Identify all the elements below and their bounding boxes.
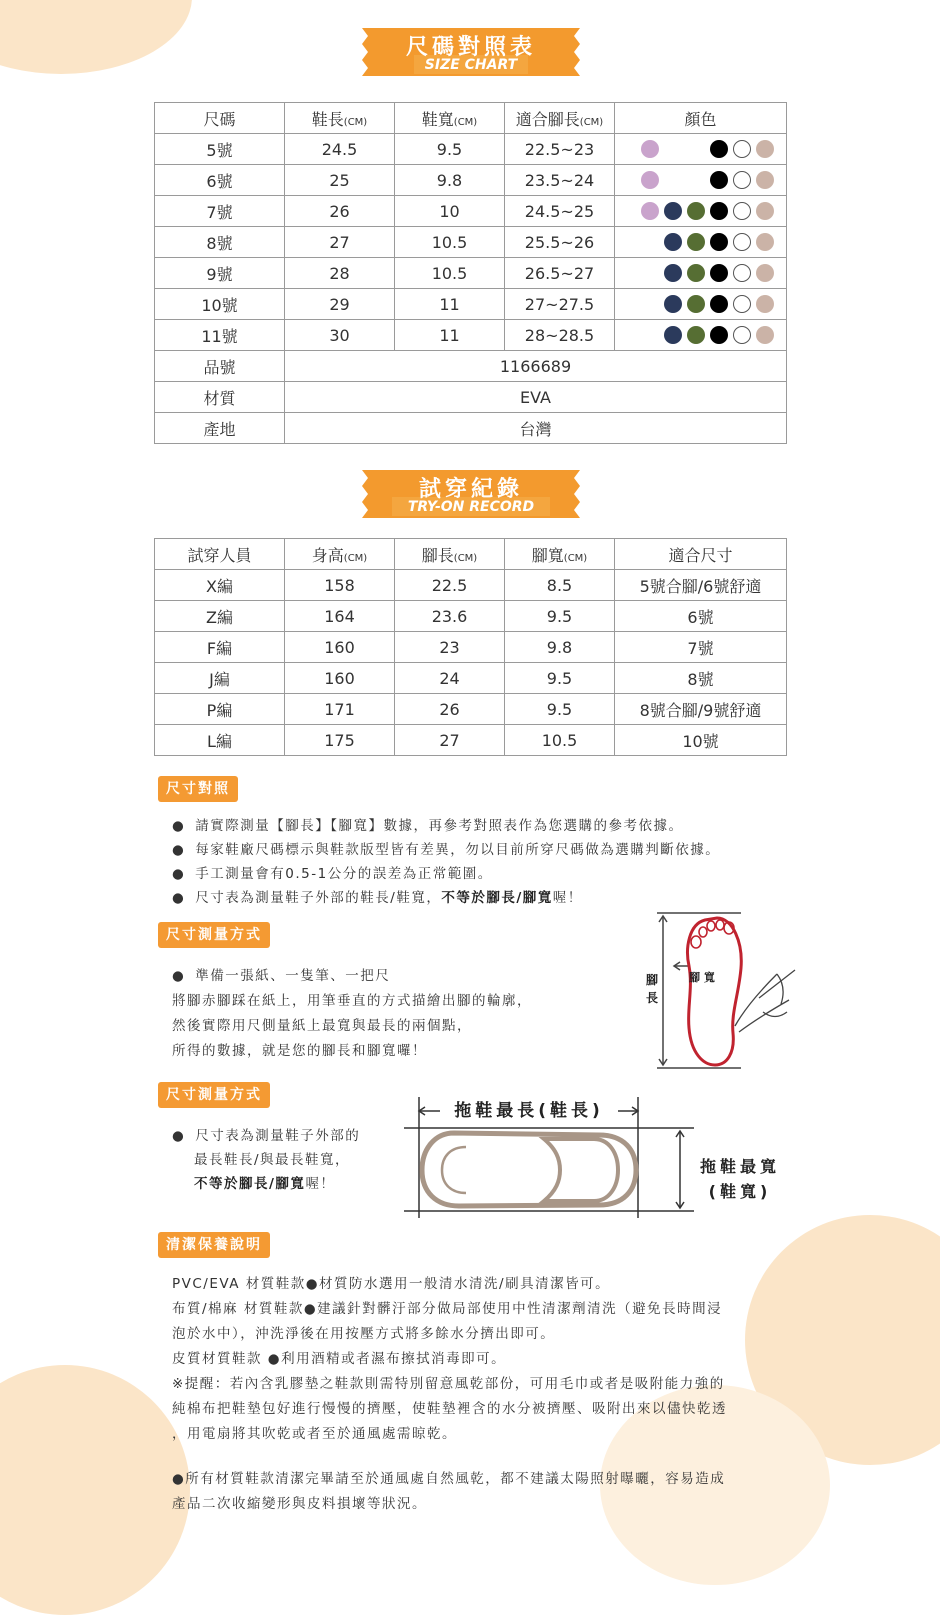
sec3-line-3: 不等於腳長/腳寬喔！ [194, 1176, 336, 1192]
cell-height: 158 [285, 570, 395, 601]
color-swatch [664, 326, 682, 344]
sec1-bullet-2: ● 每家鞋廠尺碼標示與鞋款版型皆有差異，勿以目前所穿尺碼做為選購判斷依據。 [172, 838, 720, 862]
cell-foot: 23.5~24 [505, 165, 615, 196]
color-swatch [687, 295, 705, 313]
slipper-width-label-2: (鞋寬) [708, 1182, 772, 1201]
color-swatch [733, 233, 751, 251]
sec4-line-2: 布質/棉麻 材質鞋款●建議針對髒汙部分做局部使用中性清潔劑清洗（避免長時間浸 [172, 1301, 723, 1317]
cell-size: 5號 [155, 134, 285, 165]
size-chart-subtitle: SIZE CHART [424, 57, 518, 73]
slipper-strap-icon [544, 1139, 618, 1201]
cell-foot-len: 22.5 [395, 570, 505, 601]
header-length: 鞋長(CM) [285, 103, 395, 134]
color-swatch [756, 326, 774, 344]
color-swatch-empty [687, 171, 705, 189]
size-chart-title: 尺碼對照表 [405, 35, 536, 60]
foot-measure-diagram [645, 908, 805, 1073]
tryon-rows [155, 570, 787, 756]
section-label-cleaning: 清潔保養說明 [158, 1232, 270, 1258]
cell-size: 7號 [155, 196, 285, 227]
header-fit: 適合尺寸 [615, 539, 787, 570]
info-value: 台灣 [285, 413, 787, 444]
cell-fit: 8號合腳/9號舒適 [615, 694, 787, 725]
color-swatch [710, 140, 728, 158]
cell-foot-len: 24 [395, 663, 505, 694]
section-label-measure-shoe: 尺寸測量方式 [158, 1082, 270, 1108]
cell-foot-len: 26 [395, 694, 505, 725]
table-row [155, 258, 787, 289]
tryon-banner [362, 470, 580, 518]
info-row [155, 382, 787, 413]
sec2-line-2: 將腳赤腳踩在紙上，用筆垂直的方式描繪出腳的輪廓， [172, 993, 532, 1009]
sec4-line-6: 純棉布把鞋墊包好進行慢慢的擠壓，使鞋墊裡含的水分被擠壓、吸附出來以儘快乾透 [172, 1401, 727, 1417]
color-swatch [641, 171, 659, 189]
info-value: EVA [285, 382, 787, 413]
color-swatch [756, 140, 774, 158]
table-row [155, 601, 787, 632]
color-swatch [664, 295, 682, 313]
color-swatch [733, 326, 751, 344]
cell-colors [615, 227, 787, 258]
cell-person: Z編 [155, 601, 285, 632]
sec2-bullet-1: ● 準備一張紙、一隻筆、一把尺 [172, 964, 390, 988]
header-width: 鞋寬(CM) [395, 103, 505, 134]
cell-length: 25 [285, 165, 395, 196]
info-row [155, 413, 787, 444]
table-row [155, 694, 787, 725]
foot-length-label-2: 長 [646, 991, 659, 1005]
tryon-table [154, 538, 787, 756]
slipper-measure-diagram [404, 1095, 804, 1220]
color-swatch [687, 264, 705, 282]
color-swatch [756, 202, 774, 220]
cell-foot: 26.5~27 [505, 258, 615, 289]
table-row [155, 227, 787, 258]
tryon-title: 試穿紀錄 [418, 477, 523, 502]
footprint-outline-icon [688, 918, 742, 1065]
color-swatch-empty [641, 326, 659, 344]
color-swatch [687, 202, 705, 220]
cell-fit: 6號 [615, 601, 787, 632]
sec2-line-3: 然後實際用尺側量紙上最寬與最長的兩個點， [172, 1018, 472, 1034]
cell-width: 10 [395, 196, 505, 227]
cell-person: F編 [155, 632, 285, 663]
cell-foot-len: 23.6 [395, 601, 505, 632]
table-header-row [155, 103, 787, 134]
table-row [155, 134, 787, 165]
cell-foot-len: 27 [395, 725, 505, 756]
size-chart-table [154, 102, 787, 444]
sec1-bullet-1: ● 請實際測量【腳長】【腳寬】數據，再參考對照表作為您選購的參考依據。 [172, 814, 684, 838]
cell-fit: 5號合腳/6號舒適 [615, 570, 787, 601]
cell-colors [615, 258, 787, 289]
color-swatch [687, 233, 705, 251]
cell-size: 6號 [155, 165, 285, 196]
cell-foot-w: 9.5 [505, 663, 615, 694]
sec3-line-2: 最長鞋長/與最長鞋寬， [194, 1152, 351, 1168]
sec4-line-1: PVC/EVA 材質鞋款●材質防水選用一般清水清洗/刷具清潔皆可。 [172, 1276, 611, 1292]
table-row [155, 320, 787, 351]
cell-length: 26 [285, 196, 395, 227]
table-row [155, 632, 787, 663]
hand-drawing-icon [735, 970, 795, 1032]
cell-size: 11號 [155, 320, 285, 351]
color-swatch [756, 295, 774, 313]
info-rows [155, 351, 787, 444]
sec4-line-3: 泡於水中），沖洗淨後在用按壓方式將多餘水分擠出即可。 [172, 1326, 556, 1342]
cell-size: 10號 [155, 289, 285, 320]
color-swatch [733, 140, 751, 158]
cell-person: X編 [155, 570, 285, 601]
cell-width: 9.8 [395, 165, 505, 196]
cell-foot-w: 10.5 [505, 725, 615, 756]
cell-fit: 7號 [615, 632, 787, 663]
cell-height: 160 [285, 632, 395, 663]
color-swatch [733, 202, 751, 220]
cell-height: 160 [285, 663, 395, 694]
cell-colors [615, 134, 787, 165]
cell-fit: 10號 [615, 725, 787, 756]
sec1-bullet-4: ● 尺寸表為測量鞋子外部的鞋長/鞋寬，不等於腳長/腳寬喔！ [172, 886, 583, 910]
header-foot-width: 腳寬(CM) [505, 539, 615, 570]
color-swatch [710, 233, 728, 251]
slipper-width-label-1: 拖鞋最寬 [699, 1157, 781, 1176]
color-swatch [733, 295, 751, 313]
color-swatch [710, 326, 728, 344]
color-swatch [756, 264, 774, 282]
table-row [155, 663, 787, 694]
cell-height: 164 [285, 601, 395, 632]
color-swatch [710, 171, 728, 189]
cell-foot: 27~27.5 [505, 289, 615, 320]
slipper-length-label: 拖鞋最長(鞋長) [454, 1101, 604, 1121]
table-row [155, 570, 787, 601]
color-swatch [733, 171, 751, 189]
sec4-line-5: ※提醒：若內含乳膠墊之鞋款則需特別留意風乾部份，可用毛巾或者是吸附能力強的 [172, 1376, 725, 1392]
size-rows [155, 134, 787, 351]
cell-length: 30 [285, 320, 395, 351]
header-foot-length: 腳長(CM) [395, 539, 505, 570]
color-swatch [756, 233, 774, 251]
color-swatch [733, 264, 751, 282]
cell-colors [615, 196, 787, 227]
cell-size: 8號 [155, 227, 285, 258]
table-header-row [155, 539, 787, 570]
color-swatch-empty [664, 140, 682, 158]
cell-length: 29 [285, 289, 395, 320]
cell-length: 28 [285, 258, 395, 289]
info-value: 1166689 [285, 351, 787, 382]
cell-foot: 28~28.5 [505, 320, 615, 351]
color-swatch [664, 202, 682, 220]
header-size: 尺碼 [155, 103, 285, 134]
size-chart-banner [362, 28, 580, 76]
color-swatch [641, 202, 659, 220]
info-label: 產地 [155, 413, 285, 444]
table-row [155, 196, 787, 227]
color-swatch-empty [641, 264, 659, 282]
cell-height: 175 [285, 725, 395, 756]
section-label-size-compare: 尺寸對照 [158, 776, 238, 802]
color-swatch [710, 264, 728, 282]
cell-height: 171 [285, 694, 395, 725]
color-swatch [641, 140, 659, 158]
cell-length: 24.5 [285, 134, 395, 165]
header-person: 試穿人員 [155, 539, 285, 570]
cell-person: J編 [155, 663, 285, 694]
color-swatch [664, 233, 682, 251]
cell-foot: 24.5~25 [505, 196, 615, 227]
color-swatch [710, 202, 728, 220]
cell-fit: 8號 [615, 663, 787, 694]
table-row [155, 165, 787, 196]
cell-size: 9號 [155, 258, 285, 289]
info-label: 品號 [155, 351, 285, 382]
cell-width: 10.5 [395, 227, 505, 258]
cell-width: 11 [395, 289, 505, 320]
info-label: 材質 [155, 382, 285, 413]
cell-width: 9.5 [395, 134, 505, 165]
tryon-subtitle: TRY-ON RECORD [407, 499, 535, 515]
header-height: 身高(CM) [285, 539, 395, 570]
header-color: 顏色 [615, 103, 787, 134]
color-swatch [664, 264, 682, 282]
sec4-line-7: ，用電扇將其吹乾或者至於通風處需晾乾。 [172, 1426, 457, 1442]
table-row [155, 289, 787, 320]
header-foot-length: 適合腳長(CM) [505, 103, 615, 134]
cell-foot: 25.5~26 [505, 227, 615, 258]
cell-width: 10.5 [395, 258, 505, 289]
cell-foot-w: 9.8 [505, 632, 615, 663]
cell-person: L編 [155, 725, 285, 756]
sec4-line-9: 產品二次收縮變形與皮料損壞等狀況。 [172, 1496, 427, 1512]
sec1-bullet-3: ● 手工測量會有0.5-1公分的誤差為正常範圍。 [172, 862, 493, 886]
color-swatch [687, 326, 705, 344]
color-swatch-empty [664, 171, 682, 189]
cell-foot-w: 8.5 [505, 570, 615, 601]
color-swatch [756, 171, 774, 189]
section-label-measure: 尺寸測量方式 [158, 922, 270, 948]
sec4-line-4: 皮質材質鞋款 ●利用酒精或者濕布擦拭消毒即可。 [172, 1351, 507, 1367]
cell-foot: 22.5~23 [505, 134, 615, 165]
color-swatch-empty [641, 295, 659, 313]
sec4-line-8: ●所有材質鞋款清潔完畢請至於通風處自然風乾，都不建議太陽照射曝曬，容易造成 [172, 1471, 726, 1487]
foot-length-label-1: 腳 [646, 973, 659, 987]
info-row [155, 351, 787, 382]
cell-foot-w: 9.5 [505, 694, 615, 725]
color-swatch-empty [641, 233, 659, 251]
cell-foot-w: 9.5 [505, 601, 615, 632]
sec2-line-4: 所得的數據，就是您的腳長和腳寬囉！ [172, 1043, 427, 1059]
cell-colors [615, 289, 787, 320]
color-swatch-empty [687, 140, 705, 158]
cell-foot-len: 23 [395, 632, 505, 663]
cell-colors [615, 320, 787, 351]
cell-colors [615, 165, 787, 196]
table-row [155, 725, 787, 756]
sec3-bullet-1: ● 尺寸表為測量鞋子外部的 [172, 1124, 360, 1148]
color-swatch [710, 295, 728, 313]
cell-width: 11 [395, 320, 505, 351]
cell-person: P編 [155, 694, 285, 725]
foot-width-label: 腳 寬 [689, 971, 715, 984]
cell-length: 27 [285, 227, 395, 258]
